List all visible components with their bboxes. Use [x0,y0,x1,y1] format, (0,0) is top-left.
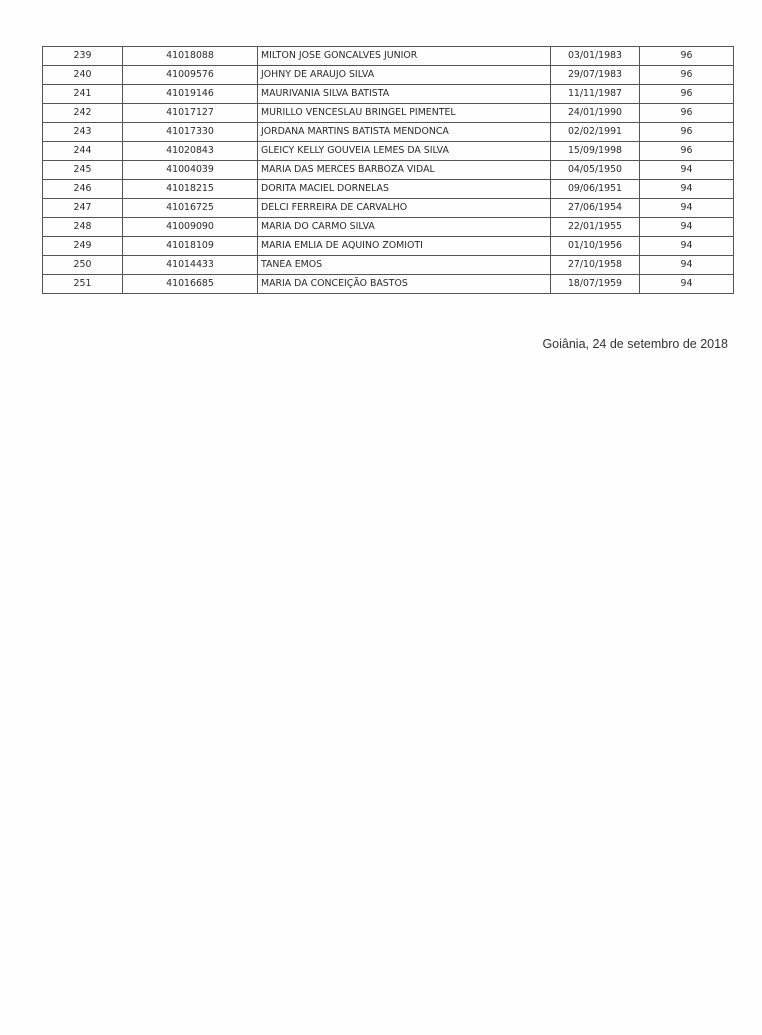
rank-cell: 244 [43,142,123,161]
name-cell: TANEA EMOS [258,256,551,275]
name-cell: MAURIVANIA SILVA BATISTA [258,85,551,104]
inscription-cell: 41018215 [123,180,258,199]
score-cell: 96 [640,104,734,123]
name-cell: MURILLO VENCESLAU BRINGEL PIMENTEL [258,104,551,123]
rank-cell: 240 [43,66,123,85]
rank-cell: 239 [43,47,123,66]
inscription-cell: 41004039 [123,161,258,180]
name-cell: GLEICY KELLY GOUVEIA LEMES DA SILVA [258,142,551,161]
table-row [43,275,734,294]
inscription-cell: 41017330 [123,123,258,142]
score-cell: 96 [640,47,734,66]
score-cell: 96 [640,142,734,161]
table-row [43,66,734,85]
score-cell: 94 [640,237,734,256]
rank-cell: 249 [43,237,123,256]
inscription-cell: 41020843 [123,142,258,161]
table-row [43,199,734,218]
rank-cell: 243 [43,123,123,142]
birth-date-cell: 24/01/1990 [551,104,640,123]
table-row [43,104,734,123]
score-cell: 96 [640,66,734,85]
inscription-cell: 41017127 [123,104,258,123]
rank-cell: 245 [43,161,123,180]
name-cell: MILTON JOSE GONCALVES JUNIOR [258,47,551,66]
table-row [43,237,734,256]
name-cell: DELCI FERREIRA DE CARVALHO [258,199,551,218]
table-row [43,142,734,161]
inscription-cell: 41018109 [123,237,258,256]
inscription-cell: 41019146 [123,85,258,104]
rank-cell: 247 [43,199,123,218]
table-row [43,180,734,199]
table-row [43,85,734,104]
inscription-cell: 41009090 [123,218,258,237]
birth-date-cell: 02/02/1991 [551,123,640,142]
results-table-body [43,47,734,294]
score-cell: 94 [640,180,734,199]
rank-cell: 251 [43,275,123,294]
birth-date-cell: 11/11/1987 [551,85,640,104]
inscription-cell: 41018088 [123,47,258,66]
name-cell: DORITA MACIEL DORNELAS [258,180,551,199]
inscription-cell: 41016685 [123,275,258,294]
rank-cell: 250 [43,256,123,275]
rank-cell: 246 [43,180,123,199]
table-row [43,256,734,275]
birth-date-cell: 18/07/1959 [551,275,640,294]
score-cell: 94 [640,161,734,180]
name-cell: MARIA DA CONCEIÇÃO BASTOS [258,275,551,294]
birth-date-cell: 27/10/1958 [551,256,640,275]
score-cell: 96 [640,85,734,104]
place-date-line: Goiânia, 24 de setembro de 2018 [542,337,728,351]
score-cell: 96 [640,123,734,142]
birth-date-cell: 15/09/1998 [551,142,640,161]
birth-date-cell: 22/01/1955 [551,218,640,237]
table-row [43,47,734,66]
table-row [43,218,734,237]
rank-cell: 241 [43,85,123,104]
birth-date-cell: 01/10/1956 [551,237,640,256]
inscription-cell: 41009576 [123,66,258,85]
birth-date-cell: 04/05/1950 [551,161,640,180]
birth-date-cell: 29/07/1983 [551,66,640,85]
name-cell: MARIA DAS MERCES BARBOZA VIDAL [258,161,551,180]
rank-cell: 242 [43,104,123,123]
table-row [43,123,734,142]
inscription-cell: 41016725 [123,199,258,218]
score-cell: 94 [640,218,734,237]
score-cell: 94 [640,256,734,275]
score-cell: 94 [640,275,734,294]
birth-date-cell: 09/06/1951 [551,180,640,199]
birth-date-cell: 03/01/1983 [551,47,640,66]
birth-date-cell: 27/06/1954 [551,199,640,218]
name-cell: MARIA EMLIA DE AQUINO ZOMIOTI [258,237,551,256]
rank-cell: 248 [43,218,123,237]
name-cell: MARIA DO CARMO SILVA [258,218,551,237]
score-cell: 94 [640,199,734,218]
inscription-cell: 41014433 [123,256,258,275]
name-cell: JOHNY DE ARAUJO SILVA [258,66,551,85]
table-row [43,161,734,180]
name-cell: JORDANA MARTINS BATISTA MENDONCA [258,123,551,142]
results-table [42,46,734,294]
